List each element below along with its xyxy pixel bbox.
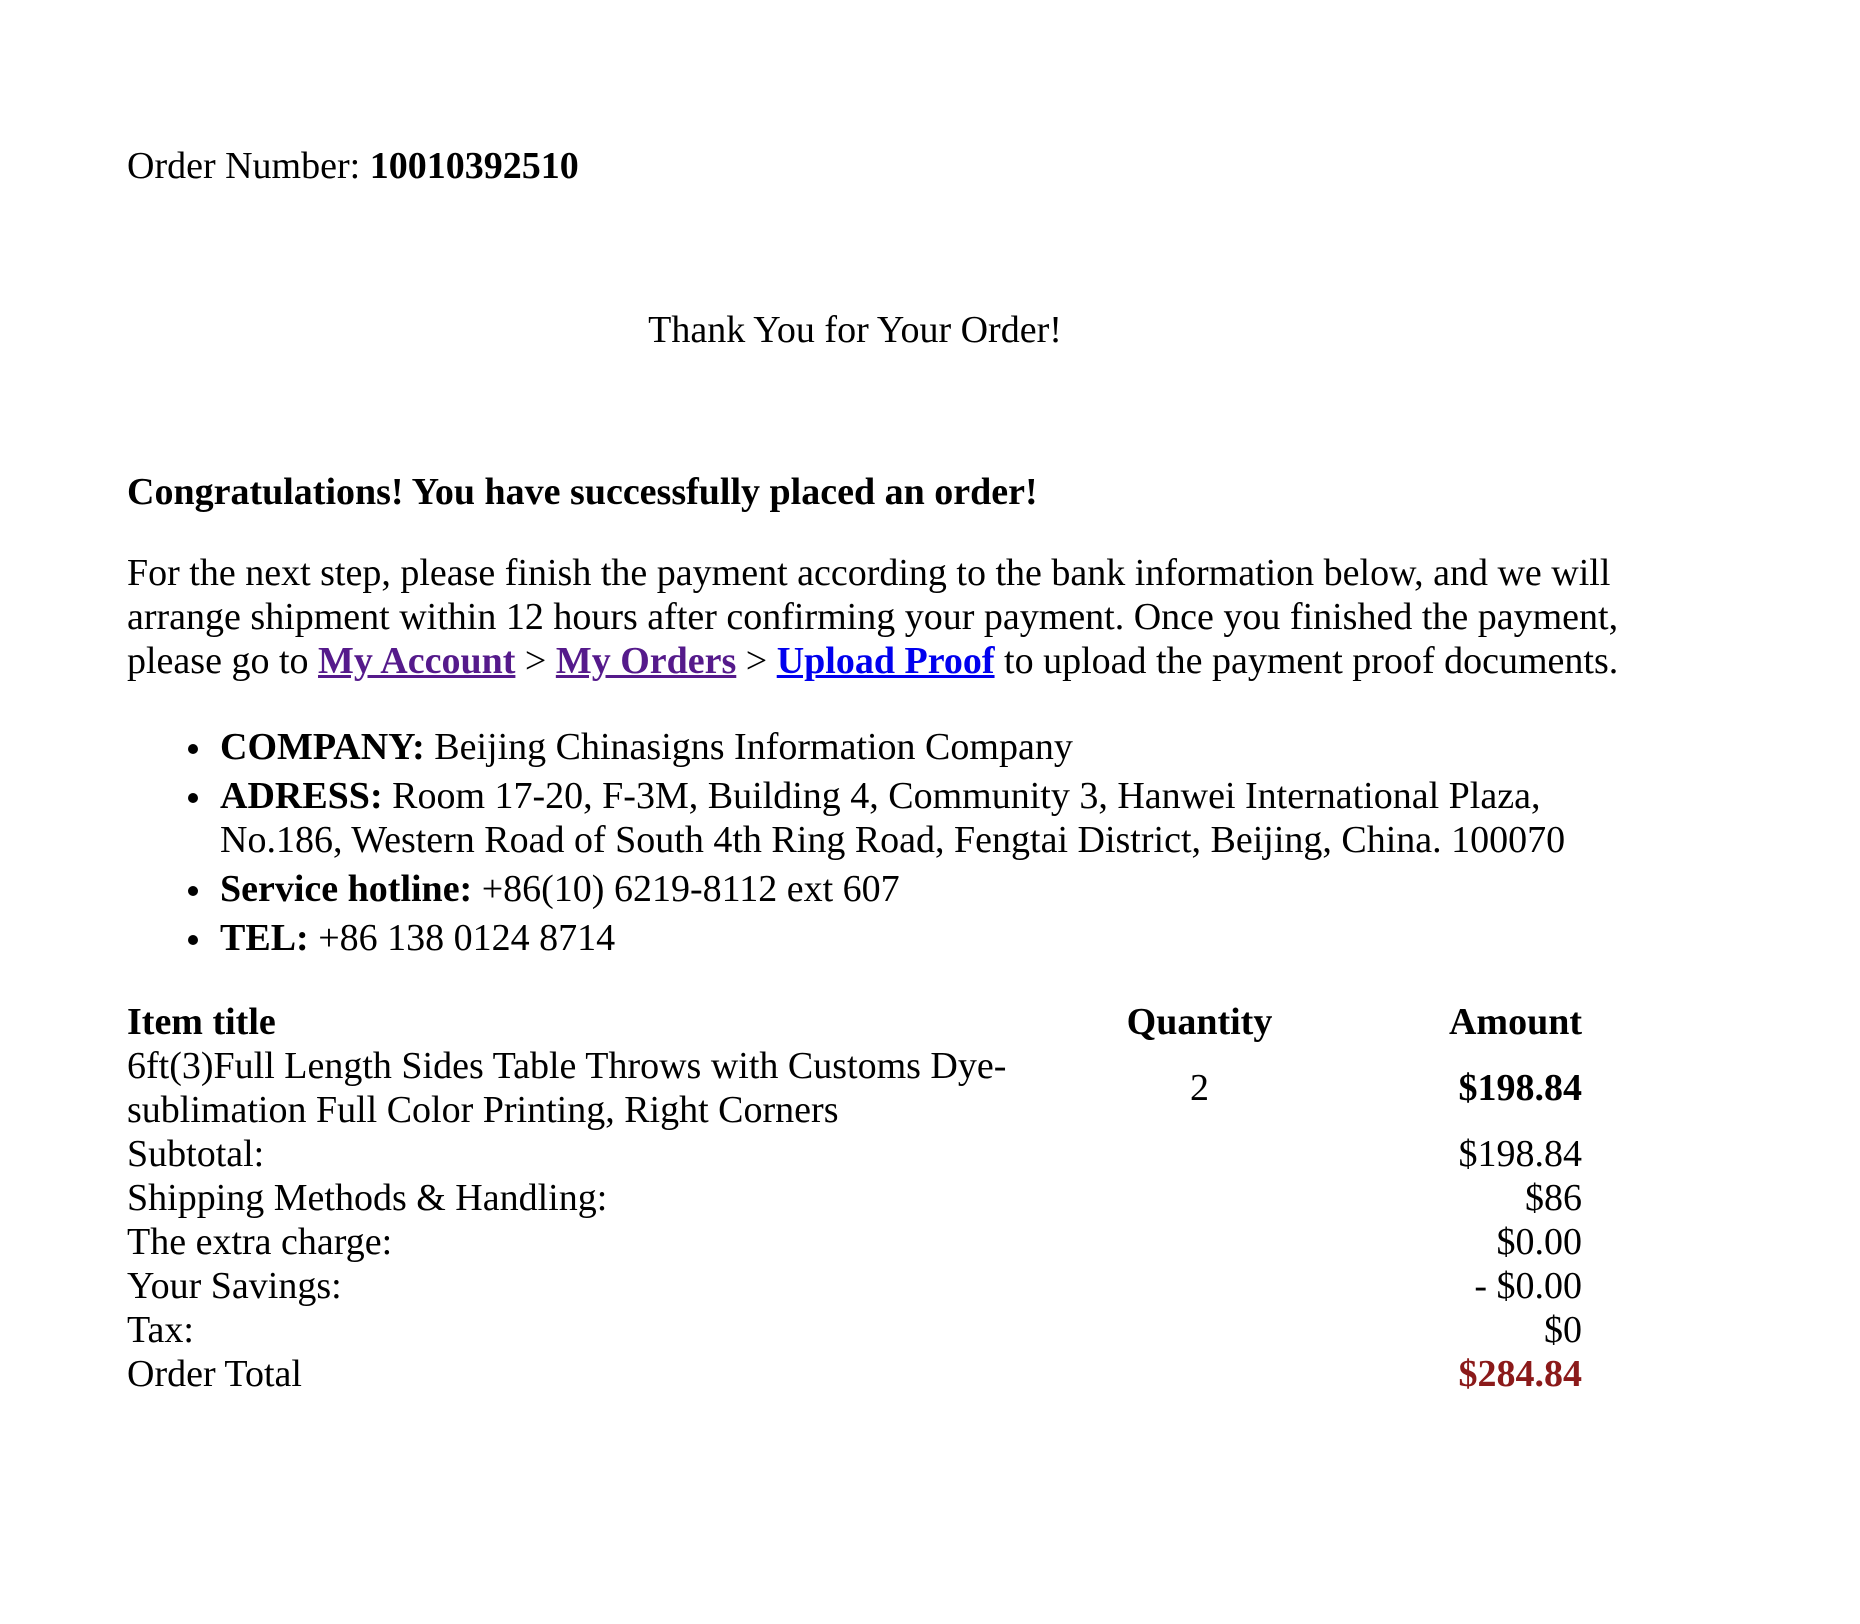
instructions-line-3 (127, 639, 1619, 683)
extra-charge-label: The extra charge: (127, 1221, 393, 1263)
subtotal-value: $198.84 (1458, 1133, 1582, 1175)
tel-value: +86 138 0124 8714 (318, 917, 616, 959)
hotline-label: Service hotline: (220, 868, 473, 910)
instructions-line-3-suffix: to upload the payment proof documents. (1004, 640, 1619, 682)
instructions-line-1: For the next step, please finish the payment according to the bank information below, and we will (127, 552, 1611, 594)
item-amount: $198.84 (1458, 1067, 1582, 1109)
column-header-quantity: Quantity (1126, 1001, 1273, 1043)
bank-info-tel (127, 916, 1607, 960)
subtotal-label: Subtotal: (127, 1133, 265, 1175)
extra-charge-value: $0.00 (1496, 1221, 1582, 1263)
bullet-icon (188, 935, 198, 945)
column-header-amount: Amount (1448, 1001, 1582, 1043)
address-label: ADRESS: (220, 775, 383, 817)
column-header-item-title: Item title (127, 1001, 276, 1043)
upload-proof-link[interactable]: Upload Proof (776, 640, 995, 682)
tax-label: Tax: (127, 1309, 194, 1351)
shipping-value: $86 (1525, 1177, 1582, 1219)
item-title (127, 1044, 1027, 1132)
item-title-line-2: sublimation Full Color Printing, Right Corners (127, 1089, 839, 1131)
order-total-row (127, 1352, 1582, 1396)
shipping-label: Shipping Methods & Handling: (127, 1177, 608, 1219)
bank-info-company (127, 725, 1607, 769)
order-number-label: Order Number: (127, 145, 361, 187)
my-account-link[interactable]: My Account (318, 640, 516, 682)
tax-row (127, 1308, 1582, 1352)
bullet-icon (188, 744, 198, 754)
company-value: Beijing Chinasigns Information Company (434, 726, 1073, 768)
thank-you-heading: Thank You for Your Order! (648, 309, 1062, 351)
address-line-1: Room 17-20, F-3M, Building 4, Community 3, Hanwei International Plaza, (392, 775, 1541, 817)
shipping-row (127, 1176, 1582, 1220)
bank-info-list (127, 725, 1607, 965)
savings-label: Your Savings: (127, 1265, 342, 1307)
extra-charge-row (127, 1220, 1582, 1264)
address-line-2: No.186, Western Road of South 4th Ring Road, Fengtai District, Beijing, China. 100070 (220, 819, 1566, 861)
company-label: COMPANY: (220, 726, 425, 768)
item-title-line-1: 6ft(3)Full Length Sides Table Throws with Customs Dye- (127, 1045, 1007, 1087)
item-quantity: 2 (1190, 1067, 1209, 1109)
subtotal-row (127, 1132, 1582, 1176)
congrats-message: Congratulations! You have successfully placed an order! (127, 471, 1038, 513)
instructions-line-3-prefix: please go to (127, 640, 309, 682)
savings-value: - $0.00 (1474, 1265, 1582, 1307)
bullet-icon (188, 886, 198, 896)
breadcrumb-separator: > (524, 640, 547, 682)
tel-label: TEL: (220, 917, 309, 959)
order-total-label: Order Total (127, 1353, 302, 1395)
payment-instructions (127, 551, 1619, 683)
instructions-line-2: arrange shipment within 12 hours after confirming your payment. Once you finished the payment, (127, 596, 1619, 638)
order-number-value: 10010392510 (369, 145, 579, 187)
breadcrumb-separator: > (745, 640, 768, 682)
table-header-row (127, 1000, 1582, 1044)
order-items-table (127, 1000, 1582, 1396)
bank-info-address (127, 774, 1607, 862)
my-orders-link[interactable]: My Orders (555, 640, 737, 682)
bullet-icon (188, 793, 198, 803)
tax-value: $0 (1544, 1309, 1582, 1351)
order-number (127, 144, 579, 188)
hotline-value: +86(10) 6219-8112 ext 607 (481, 868, 900, 910)
savings-row (127, 1264, 1582, 1308)
bank-info-hotline (127, 867, 1607, 911)
order-total-value: $284.84 (1458, 1353, 1582, 1395)
table-row (127, 1044, 1582, 1132)
